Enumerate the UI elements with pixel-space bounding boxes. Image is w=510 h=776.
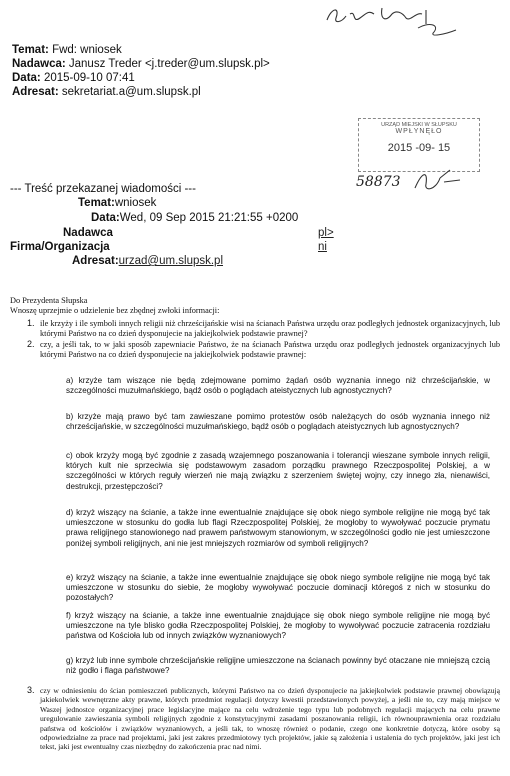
question-2: czy, a jeśli tak, to w jaki sposób zapewniacie Państwo, że na ścianach Państwa urzędu oraz podległych jednostek organizacyjnych lub którymi Państwo na co dzień dysponujecie na jakiejkolwiek podstawie prawnej: bbox=[40, 340, 500, 359]
stamp-received: WPŁYNĘŁO bbox=[395, 128, 443, 135]
letter-greeting: Do Prezydenta Słupska bbox=[10, 296, 88, 305]
email-date-row bbox=[12, 71, 270, 85]
question-2-item-b: b) krzyże mają prawo być tam zawieszane pomimo protestów osób należących do osób wyznania innego niż chrześcijańskie, w szczególności muzułmańskiego, bądź osób o poglądach ateistycznych lub agnostycznych? bbox=[66, 412, 490, 432]
stamp-date: 2015 -09- 15 bbox=[387, 142, 451, 154]
received-stamp bbox=[358, 118, 480, 172]
fwd-from-link[interactable]: pl> bbox=[318, 227, 334, 239]
fwd-date-row bbox=[91, 211, 298, 225]
fwd-from-label: Nadawca bbox=[63, 227, 113, 239]
fwd-org-link[interactable]: ni bbox=[318, 241, 327, 253]
fwd-to-link[interactable]: urzad@um.slupsk.pl bbox=[118, 255, 224, 267]
question-2-item-e: e) krzyż wiszący na ścianie, a także inne ewentualnie znajdujące się obok niego symbole religijne nie mogą być tak umieszczone w stosunku do siebie, że mogłoby wywoływać poczucie dominacji któregoś z nich w stosunku do pozostałych? bbox=[66, 573, 490, 603]
email-from-row bbox=[12, 57, 270, 71]
to-label: Adresat: bbox=[12, 86, 59, 98]
fwd-date-label: Data: bbox=[91, 212, 120, 224]
date-label: Data: bbox=[12, 72, 41, 84]
fwd-org-label: Firma/Organizacja bbox=[10, 241, 110, 253]
letter-intro: Wnoszę uprzejmie o udzielenie bez zbędnej zwłoki informacji: bbox=[10, 306, 220, 315]
handwritten-signature bbox=[322, 2, 462, 42]
subject-value: Fwd: wniosek bbox=[52, 44, 122, 56]
email-to-row bbox=[12, 85, 270, 99]
stamp-initials bbox=[410, 166, 470, 199]
from-label: Nadawca: bbox=[12, 58, 66, 70]
question-2-item-a: a) krzyże tam wiszące nie będą zdejmowane pomimo żądań osób wyznania innego niż chrześcijańskie, w szczególności muzułmańskiego, bądź osób o poglądach ateistycznych lub agnostycznych? bbox=[66, 376, 490, 396]
stamp-office: URZĄD MIEJSKI W SŁUPSKU bbox=[381, 122, 457, 128]
question-3: czy w odniesieniu do ścian pomieszczeń publicznych, którymi Państwo na co dzień dysponujecie na jakiejkolwiek podstawie prawnej obowiązują jakiekolwiek wewnętrzne akty prawne, których przedmiot regulacji dotyczy kwestii przedstawionych powyżej, a jeśli nie to, czy mają miejsce w Waszej jednostce organizacyjnej prace legislacyjne mające na celu wdrożenie tego typu lub podobnych regulacji mających na celu prawne uregulowanie zawieszania symboli religijnych zgodnie z konstytucyjnymi zasadami poszanowania religii, ich równouprawnienia oraz rozdziału państwa od kościołów i związków wyznaniowych, a jeśli tak, to wnoszę również o podanie, czego one konkretnie dotyczą, które osoby są odpowiedzialne za prace nad projektami, jaki jest zakres przedmiotowy tych projektów, jakie są założenia i ustalenia do tych projektów, jaki jest ich tekst, jaki jest ewentualny czas niezbędny do zakończenia prac nad nimi. bbox=[40, 686, 500, 752]
question-3-number: 3. bbox=[27, 685, 35, 695]
fwd-to-row bbox=[72, 254, 223, 268]
to-value: sekretariat.a@um.slupsk.pl bbox=[61, 86, 201, 98]
question-1-number: 1. bbox=[27, 318, 35, 328]
fwd-from-row bbox=[63, 226, 113, 240]
question-2-item-d: d) krzyż wiszący na ścianie, a także inne ewentualnie znajdujące się obok niego symbole religijne nie mogą być tak umieszczone w stosunku do godła lub flagi Rzeczpospolitej Polskiej, że mogłoby to wywoływać poczucie prymatu prawa religijnego stanowionego nad prawem państwowym stanowionym, w szczególności godło nie jest umieszczone poniżej symboli religijnych, ani nie jest mniejszych rozmiarów od symboli religijnych? bbox=[66, 508, 490, 548]
question-2-item-f: f) krzyż wiszący na ścianie, a także inne ewentualnie znajdujące się obok niego symbole religijne nie mogą być umieszczone na tyle blisko godła Rzeczpospolitej Polskiej, że mogłoby to wywoływać poczucie zatracenia rozdziału państwa od Kościoła lub od innych związków wyznaniowych? bbox=[66, 611, 490, 641]
fwd-subject-value: wniosek bbox=[114, 197, 157, 209]
fwd-to-label: Adresat: bbox=[72, 255, 119, 267]
email-subject-row bbox=[12, 43, 270, 57]
fwd-subject-label: Temat: bbox=[78, 197, 115, 209]
signature-icon bbox=[322, 2, 462, 42]
date-value: 2015-09-10 07:41 bbox=[43, 72, 135, 84]
fwd-org-row bbox=[10, 240, 110, 254]
question-2-item-c: c) obok krzyży mogą być zgodnie z zasadą wzajemnego poszanowania i tolerancji wieszane symbole innych religii, których kult nie sprzeciwia się podstawowym zasadom porządku prawnego Rzeczpospolitej Polskiej, a w szczególności w których reguły wierzeń nie mają związku z szerzeniem świętej wojny, czy innego zła, nienawiści, destrukcji, przestępczości? bbox=[66, 451, 490, 491]
stamp-number: 58873 bbox=[356, 174, 401, 190]
email-header bbox=[12, 43, 270, 99]
question-2-number: 2. bbox=[27, 339, 35, 349]
subject-label: Temat: bbox=[12, 44, 49, 56]
from-value: Janusz Treder <j.treder@um.slupsk.pl> bbox=[68, 58, 270, 70]
fwd-subject-row bbox=[78, 196, 156, 210]
fwd-date-value: Wed, 09 Sep 2015 21:21:55 +0200 bbox=[119, 212, 299, 224]
question-1: ile krzyży i ile symboli innych religii niż chrześcijańskie wisi na ścianach Państwa urzędu oraz podległych jednostek organizacyjnych, lub którymi Państwo na co dzień dysponujecie na jakiejkolwiek podstawie prawnej? bbox=[40, 319, 500, 338]
initials-icon bbox=[410, 166, 470, 194]
question-2-item-g: g) krzyż lub inne symbole chrześcijańskie religijne umieszczone na ścianach powinny być otaczane nie mniejszą czcią niż godło i flaga państwowe? bbox=[66, 656, 490, 676]
forwarded-title: --- Treść przekazanej wiadomości --- bbox=[10, 183, 196, 195]
